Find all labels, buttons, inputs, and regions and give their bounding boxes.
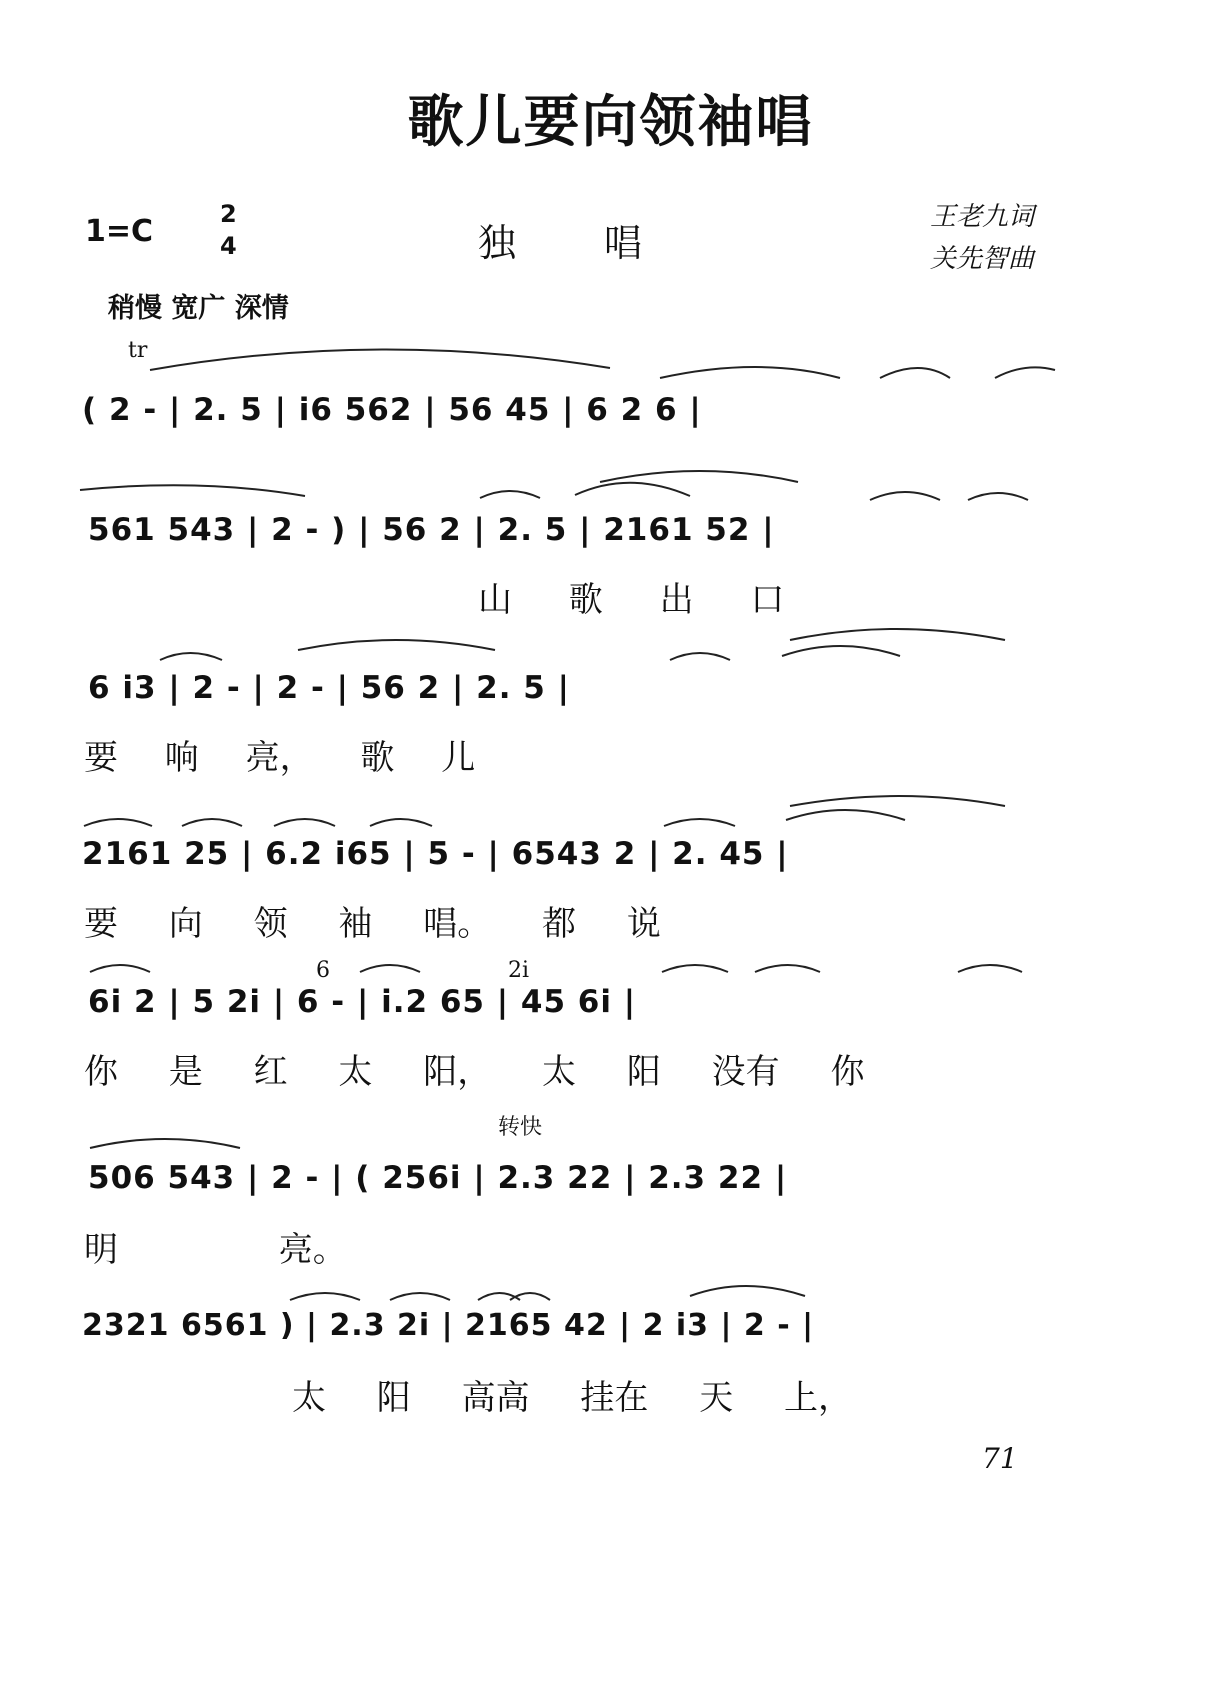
slur xyxy=(995,367,1055,378)
slur xyxy=(390,1293,450,1300)
notation-line-7: 2321 6561 ) | 2.3 2i | 2165 42 | 2 i3 | 2 - | xyxy=(82,1308,815,1343)
slur xyxy=(662,965,728,972)
lyrics-line-4: 要 向 领 袖 唱。 都 说 xyxy=(84,904,661,944)
slur xyxy=(90,1139,240,1148)
slur xyxy=(274,819,335,826)
slur xyxy=(870,492,940,500)
slur xyxy=(690,1286,805,1296)
slur xyxy=(880,368,950,378)
tempo-marking: 稍慢 宽广 深情 xyxy=(108,293,289,324)
slur xyxy=(575,483,690,496)
key-signature: 1=C xyxy=(85,214,154,249)
notation-line-2: 561 543 | 2 - ) | 56 2 | 2. 5 | 2161 52 | xyxy=(88,512,775,548)
slur xyxy=(600,471,798,482)
notation-line-5: 6i 2 | 5 2i | 6 - | i.2 65 | 45 6i | xyxy=(88,984,637,1020)
slur xyxy=(290,1293,360,1300)
lyrics-line-6: 明 亮。 xyxy=(84,1230,347,1270)
grace-note-a: 6 xyxy=(316,958,330,983)
tempo-change-marking: 转快 xyxy=(498,1115,543,1140)
song-title: 歌儿要向领袖唱 xyxy=(407,89,814,155)
slur xyxy=(790,629,1005,640)
time-signature-top: 2 xyxy=(220,200,237,228)
time-signature-bottom: 4 xyxy=(220,232,237,260)
slur xyxy=(84,819,152,826)
slur xyxy=(90,965,150,972)
composer-credit: 关先智曲 xyxy=(930,244,1035,274)
notation-line-4: 2161 25 | 6.2 i65 | 5 - | 6543 2 | 2. 45 | xyxy=(82,836,789,872)
slur xyxy=(786,810,905,820)
slur xyxy=(790,796,1005,806)
slur xyxy=(958,965,1022,972)
lyricist-credit: 王老九词 xyxy=(930,202,1035,232)
slur xyxy=(664,819,735,826)
slur xyxy=(480,491,540,498)
slur xyxy=(968,493,1028,500)
performance-mode: 独唱 xyxy=(478,221,731,265)
slur xyxy=(80,485,305,496)
slur xyxy=(160,653,222,660)
lyrics-line-5: 你 是 红 太 阳， 太 阳 没有 你 xyxy=(84,1052,865,1092)
lyrics-line-7: 太 阳 高高 挂在 天 上， xyxy=(292,1378,853,1418)
page-number: 71 xyxy=(982,1442,1018,1475)
slur xyxy=(660,367,840,378)
slur xyxy=(150,349,610,370)
notation-line-3: 6 i3 | 2 - | 2 - | 56 2 | 2. 5 | xyxy=(88,670,570,706)
notation-line-6: 506 543 | 2 - | ( 256i | 2.3 22 | 2.3 22 | xyxy=(88,1160,788,1196)
lyrics-line-2: 山 歌 出 口 xyxy=(478,580,785,620)
grace-note-b: 2i xyxy=(508,958,530,983)
slur xyxy=(755,965,820,972)
slur xyxy=(298,640,495,650)
slur xyxy=(182,819,242,826)
slur xyxy=(782,646,900,656)
lyrics-line-3: 要 响 亮， 歌 儿 xyxy=(84,738,476,778)
trill-mark: tr xyxy=(128,338,148,363)
slur xyxy=(370,819,432,826)
slur xyxy=(360,965,420,972)
slur xyxy=(510,1293,550,1300)
notation-line-1: ( 2 - | 2. 5 | i6 562 | 56 45 | 6 2 6 | xyxy=(82,392,702,428)
slur xyxy=(670,653,730,660)
